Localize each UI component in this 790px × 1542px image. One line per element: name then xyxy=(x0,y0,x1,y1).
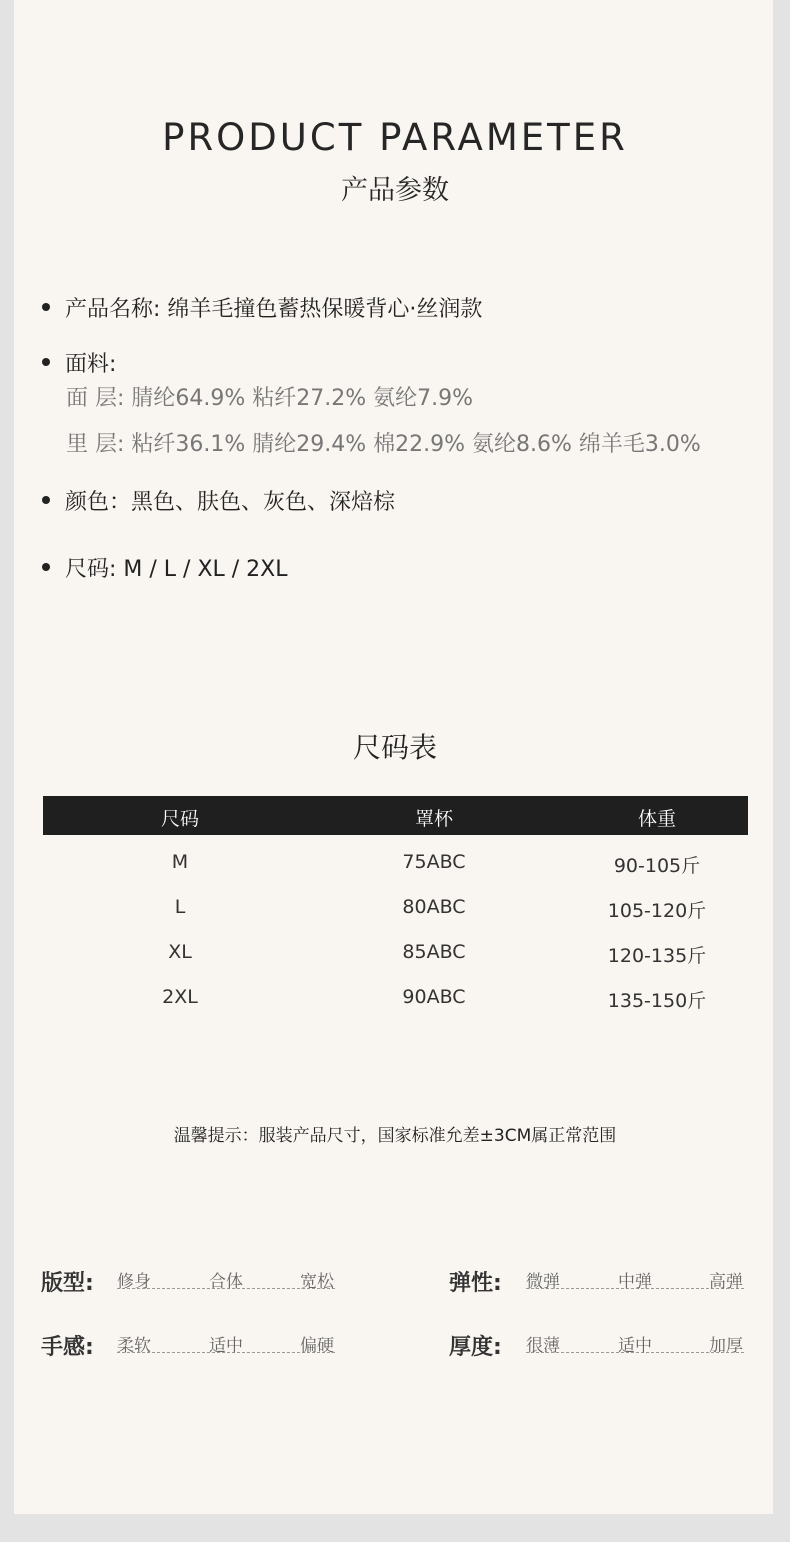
param-product-name-text: 产品名称: 绵羊毛撞色蓄热保暖背心·丝润款 xyxy=(65,297,483,322)
fabric-outer-layer: 面 层: 腈纶64.9% 粘纤27.2% 氨纶7.9% xyxy=(66,386,474,411)
page-title-en: PRODUCT PARAMETER xyxy=(162,116,628,159)
table-row xyxy=(43,896,748,941)
scale-thickness-option: 适中 xyxy=(618,1331,652,1356)
page-title-cn: 产品参数 xyxy=(341,175,449,206)
scale-fit-option: 修身 xyxy=(117,1272,151,1292)
table-row xyxy=(43,941,748,986)
cell-weight: 105-120斤 xyxy=(607,900,707,922)
header-cup: 罩杯 xyxy=(414,808,453,830)
scale-feel-label: 手感: xyxy=(41,1335,94,1360)
scale-feel-option: 偏硬 xyxy=(300,1336,334,1356)
fabric-inner-layer: 里 层: 粘纤36.1% 腈纶29.4% 棉22.9% 氨纶8.6% 绵羊毛3.0% xyxy=(66,432,701,457)
cell-size: XL xyxy=(168,941,192,963)
cell-cup: 90ABC xyxy=(402,986,466,1008)
size-tolerance-tip: 温馨提示：服装产品尺寸，国家标准允差±3CM属正常范围 xyxy=(173,1126,617,1146)
size-table-header xyxy=(43,796,748,835)
scale-fit-option: 宽松 xyxy=(300,1272,334,1292)
scale-feel-option: 柔软 xyxy=(117,1331,151,1356)
table-row xyxy=(43,986,748,1031)
scale-elasticity-option: 高弹 xyxy=(709,1267,743,1292)
scale-elasticity-label: 弹性: xyxy=(449,1271,502,1296)
cell-weight: 90-105斤 xyxy=(613,855,701,877)
cell-size: L xyxy=(174,896,186,918)
scale-thickness-label: 厚度: xyxy=(449,1335,502,1360)
scale-fit-option: 合体 xyxy=(209,1267,243,1292)
scale-elasticity-option: 微弹 xyxy=(526,1272,560,1292)
scale-feel-option: 适中 xyxy=(209,1336,243,1356)
cell-size: M xyxy=(171,851,189,873)
bullet-icon xyxy=(42,303,50,311)
bullet-icon xyxy=(42,358,50,366)
header-weight: 体重 xyxy=(637,808,676,830)
scale-fit-label: 版型: xyxy=(41,1271,94,1296)
cell-cup: 80ABC xyxy=(402,896,466,918)
bullet-icon xyxy=(42,563,50,571)
bullet-icon xyxy=(42,496,50,504)
param-size-text: 尺码: M / L / XL / 2XL xyxy=(65,557,288,582)
cell-cup: 75ABC xyxy=(402,851,466,873)
scale-thickness-option: 很薄 xyxy=(526,1336,560,1356)
scale-elasticity-option: 中弹 xyxy=(618,1272,652,1292)
header-size: 尺码 xyxy=(160,808,199,830)
cell-size: 2XL xyxy=(162,986,198,1008)
param-fabric-label: 面料: xyxy=(65,352,117,377)
scale-thickness-option: 加厚 xyxy=(709,1336,743,1356)
cell-cup: 85ABC xyxy=(402,941,466,963)
cell-weight: 120-135斤 xyxy=(607,945,707,967)
param-color-text: 颜色：黑色、肤色、灰色、深焙棕 xyxy=(65,490,396,515)
size-table-title: 尺码表 xyxy=(352,731,437,764)
table-row xyxy=(43,851,748,896)
cell-weight: 135-150斤 xyxy=(607,990,707,1012)
